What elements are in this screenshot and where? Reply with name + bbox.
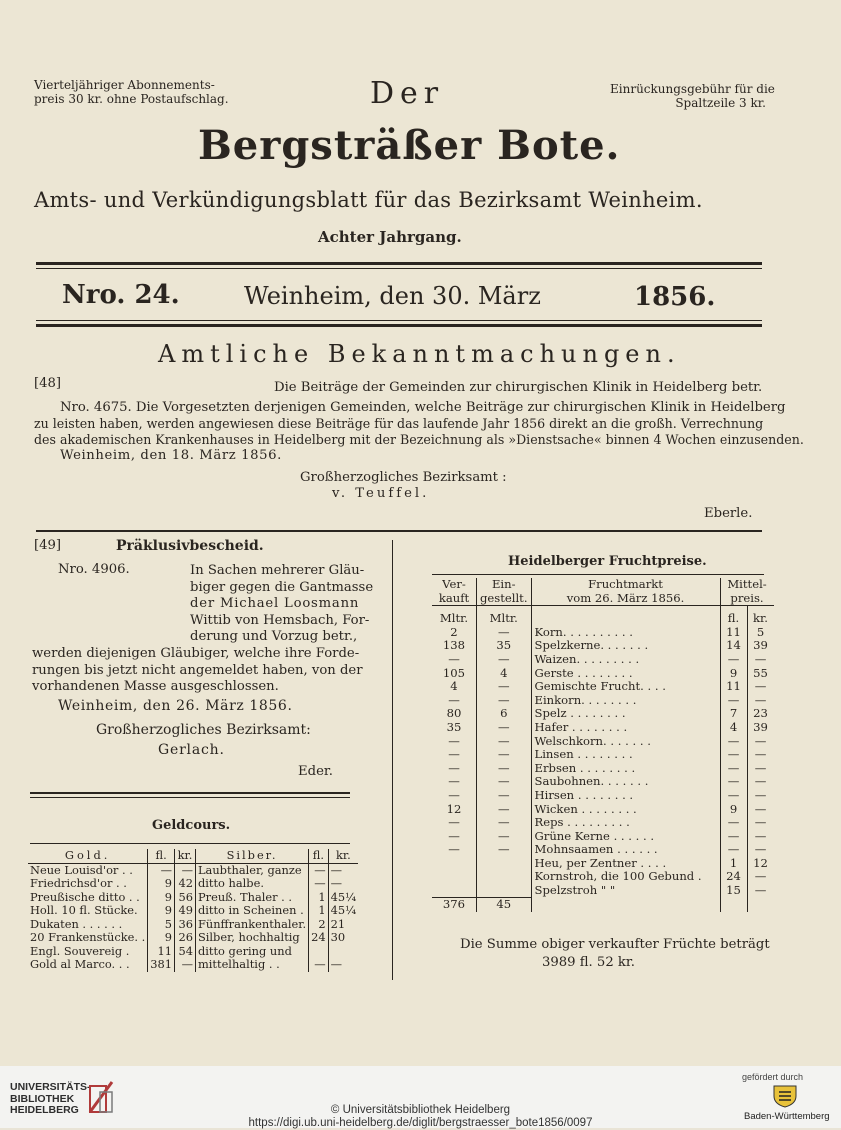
frucht-cell: —	[754, 774, 767, 789]
notice-49-number: [49]	[34, 538, 62, 553]
frucht-cell: —	[754, 733, 767, 748]
frucht-row	[432, 653, 774, 667]
frucht-cell: Gerste . . . . . . . .	[531, 667, 720, 681]
frucht-cell: —	[477, 653, 532, 667]
geld-row	[28, 863, 358, 877]
frucht-row	[432, 870, 774, 884]
frucht-cell: —	[720, 843, 747, 857]
notice-48-number: [48]	[34, 376, 62, 391]
geld-cell: Dukaten . . . . . .	[30, 916, 123, 931]
frucht-cell	[477, 884, 532, 898]
geld-cell: 11	[148, 945, 175, 959]
geldcours-table	[28, 849, 358, 972]
frucht-row	[432, 721, 774, 735]
frucht-cell: 138	[432, 639, 477, 653]
column-divider	[392, 540, 393, 980]
notice-48-line: zu leisten haben, werden angewiesen diese Beiträge für das laufende Jahr 1856 direkt an die großh. Verrechnung	[34, 416, 764, 431]
frucht-cell: Mohnsaamen . . . . . .	[531, 843, 720, 857]
geld-cell: —	[148, 863, 175, 877]
geld-cell: ditto halbe.	[195, 877, 308, 891]
frucht-cell: 9	[720, 667, 747, 681]
frucht-cell: —	[477, 762, 532, 776]
geld-cell: 2	[309, 918, 329, 932]
frucht-cell	[477, 870, 532, 884]
frucht-cell: —	[754, 747, 767, 762]
frucht-row	[432, 694, 774, 708]
geld-cell: 24	[309, 931, 329, 945]
frucht-cell: Reps . . . . . . . . .	[531, 816, 720, 830]
frucht-cell: 4	[432, 680, 477, 694]
frucht-row	[432, 857, 774, 871]
geld-cell: mittelhaltig . .	[195, 958, 308, 972]
frucht-cell: —	[477, 789, 532, 803]
geld-cell: Holl. 10 fl. Stücke.	[30, 903, 138, 917]
header-rule-top-thin	[36, 268, 762, 269]
footer-bar	[0, 1066, 841, 1128]
funder-name: Baden-Württemberg	[744, 1111, 830, 1122]
frucht-cell: —	[432, 775, 477, 789]
frucht-cell: Wicken . . . . . . . .	[531, 803, 720, 817]
frucht-cell: —	[477, 843, 532, 857]
geldcours-rule	[30, 792, 350, 794]
frucht-cell: —	[720, 775, 747, 789]
frucht-cell: 12	[753, 855, 768, 870]
frucht-cell: —	[720, 762, 747, 776]
frucht-cell: 4	[477, 667, 532, 681]
frucht-header-eingestellt: Ein- gestellt.	[477, 578, 532, 606]
frucht-unit: Mltr.	[432, 606, 477, 626]
geld-cell: —	[330, 957, 342, 971]
frucht-cell: Spelzstroh " "	[531, 884, 720, 898]
frucht-row	[432, 639, 774, 653]
geld-header-fl2: fl.	[309, 849, 329, 863]
frucht-cell: —	[754, 679, 767, 694]
issue-year: 1856.	[634, 282, 716, 312]
geld-header-kr2: kr.	[328, 849, 358, 863]
notice-48-place-date: Weinheim, den 18. März 1856.	[60, 448, 282, 463]
geld-cell: 20 Frankenstücke. .	[30, 930, 146, 944]
notice-49-clerk: Eder.	[298, 764, 333, 779]
notice-49-place-date: Weinheim, den 26. März 1856.	[58, 698, 293, 714]
notice-48-heading: Die Beiträge der Gemeinden zur chirurgischen Klinik in Heidelberg betr.	[274, 380, 763, 395]
frucht-cell: Einkorn. . . . . . . .	[531, 694, 720, 708]
frucht-cell: —	[720, 830, 747, 844]
frucht-row	[432, 830, 774, 844]
frucht-row	[432, 775, 774, 789]
frucht-cell: —	[432, 830, 477, 844]
geld-cell: 9	[148, 904, 175, 918]
geld-header-fl: fl.	[148, 849, 175, 863]
geld-cell: Fünffrankenthaler.	[195, 918, 308, 932]
frucht-cell: Linsen . . . . . . . .	[531, 748, 720, 762]
geldcours-table-rule	[30, 843, 350, 844]
frucht-row	[432, 735, 774, 749]
frucht-cell: —	[754, 787, 767, 802]
frucht-cell: —	[477, 803, 532, 817]
geld-cell: 1	[309, 891, 329, 905]
geld-cell: 42	[174, 877, 195, 891]
frucht-cell: 9	[720, 803, 747, 817]
geld-cell: ditto gering und	[195, 945, 308, 959]
frucht-cell: Spelz . . . . . . . .	[531, 707, 720, 721]
notice-48-clerk: Eberle.	[704, 506, 753, 521]
frucht-cell: 11	[720, 626, 747, 640]
frucht-cell: Spelzkerne. . . . . . .	[531, 639, 720, 653]
geld-cell: 45¼	[330, 903, 357, 917]
notice-49-authority: Großherzogliches Bezirksamt:	[96, 722, 311, 738]
geld-cell: Preuß. Thaler . .	[195, 891, 308, 905]
frucht-cell: 2	[432, 626, 477, 640]
geld-cell: —	[330, 876, 342, 890]
footer-credit	[0, 1104, 841, 1130]
funded-by-label: gefördert durch	[742, 1072, 804, 1082]
copyright-text: © Universitätsbibliothek Heidelberg	[330, 1104, 511, 1116]
geld-row	[28, 945, 358, 959]
frucht-cell: Grüne Kerne . . . . . .	[531, 830, 720, 844]
frucht-cell: —	[432, 843, 477, 857]
frucht-row	[432, 680, 774, 694]
geld-cell: —	[309, 877, 329, 891]
frucht-cell: Erbsen . . . . . . . .	[531, 762, 720, 776]
frucht-row	[432, 816, 774, 830]
frucht-total-eingestellt: 45	[477, 898, 532, 912]
coat-of-arms-icon	[770, 1084, 800, 1108]
geld-cell: 9	[148, 877, 175, 891]
header-rule-bottom-thin	[36, 320, 762, 321]
notice-48-line: Nro. 4675. Die Vorgesetzten derjenigen Gemeinden, welche Beiträge zur chirurgischen Klinik in Heidelberg	[60, 400, 786, 415]
frucht-cell: —	[754, 883, 767, 898]
frucht-unit: fl.	[720, 606, 747, 626]
fruchtpreise-rule	[432, 574, 764, 575]
frucht-cell: —	[754, 828, 767, 843]
geld-cell: Laubthaler, ganze	[195, 863, 308, 877]
frucht-cell: —	[477, 694, 532, 708]
frucht-cell: —	[754, 760, 767, 775]
frucht-cell: —	[432, 694, 477, 708]
volume-label: Achter Jahrgang.	[318, 228, 462, 246]
frucht-cell: —	[720, 789, 747, 803]
geld-cell: 381	[148, 958, 175, 972]
frucht-row	[432, 762, 774, 776]
notice-49-signature: Gerlach.	[158, 742, 225, 758]
frucht-cell: Hafer . . . . . . . .	[531, 721, 720, 735]
frucht-cell: Saubohnen. . . . . . .	[531, 775, 720, 789]
frucht-cell: 12	[432, 803, 477, 817]
geld-row	[28, 931, 358, 945]
notice-49-case: In Sachen mehrerer Gläu- biger gegen die Gantmasse der Michael Loosmann Wittib von Hemsbach, For- derung und Vorzug betr.,	[190, 563, 374, 645]
newspaper-subtitle: Amts- und Verkündigungsblatt für das Bezirksamt Weinheim.	[34, 188, 703, 212]
geld-cell: Friedrichsd'or . .	[30, 876, 127, 890]
subscription-note: Vierteljähriger Abonnements- preis 30 kr. ohne Postaufschlag.	[34, 78, 229, 106]
notice-49-nro: Nro. 4906.	[58, 562, 130, 577]
geld-cell: 26	[174, 931, 195, 945]
frucht-cell: —	[432, 653, 477, 667]
frucht-cell: —	[432, 735, 477, 749]
frucht-cell: 7	[720, 707, 747, 721]
geld-cell: 9	[148, 931, 175, 945]
geld-cell: —	[309, 863, 329, 877]
frucht-header-verkauft: Ver- kauft	[432, 578, 477, 606]
fruchtpreise-sum-line: Die Summe obiger verkaufter Früchte beträgt	[460, 937, 770, 952]
frucht-unit: Mltr.	[477, 606, 532, 626]
library-name: UNIVERSITÄTS- BIBLIOTHEK HEIDELBERG	[10, 1081, 91, 1116]
frucht-cell: 15	[720, 884, 747, 898]
frucht-cell: —	[720, 748, 747, 762]
notice-49-heading: Präklusivbescheid.	[116, 538, 264, 554]
geld-cell: 1	[309, 904, 329, 918]
frucht-cell	[432, 857, 477, 871]
geld-cell: —	[174, 958, 195, 972]
section-title: Amtliche Bekanntmachungen.	[158, 340, 681, 368]
issue-date: Weinheim, den 30. März	[244, 282, 541, 310]
frucht-cell: —	[720, 735, 747, 749]
frucht-cell: —	[720, 653, 747, 667]
notice-48-signature: v. Teuffel.	[332, 486, 430, 501]
geld-header-silber: Silber.	[195, 849, 308, 863]
frucht-cell: Welschkorn. . . . . . .	[531, 735, 720, 749]
frucht-cell: —	[477, 626, 532, 640]
frucht-cell: —	[477, 735, 532, 749]
newspaper-title: Bergsträßer Bote.	[198, 122, 621, 169]
frucht-row	[432, 626, 774, 640]
geldcours-title: Geldcours.	[152, 818, 231, 833]
frucht-cell: —	[754, 869, 767, 884]
notice-48-line: des akademischen Krankenhauses in Heidelberg mit der Bezeichnung als »Dienstsache« binnen 4 Wochen einzusenden.	[34, 432, 804, 447]
geld-cell: —	[309, 958, 329, 972]
fruchtpreise-table	[432, 578, 774, 912]
frucht-cell: 6	[477, 707, 532, 721]
geld-cell: —	[330, 862, 342, 877]
geldcours-rule-thin	[30, 797, 350, 798]
issue-number: Nro. 24.	[62, 280, 180, 310]
geld-cell: Gold al Marco. . .	[30, 957, 130, 971]
frucht-row	[432, 843, 774, 857]
frucht-cell: 24	[720, 870, 747, 884]
fruchtpreise-title: Heidelberger Fruchtpreise.	[508, 554, 707, 569]
frucht-cell: —	[754, 842, 767, 857]
frucht-row	[432, 789, 774, 803]
frucht-cell	[432, 884, 477, 898]
frucht-total-verkauft: 376	[432, 898, 477, 912]
geld-cell: 36	[174, 918, 195, 932]
frucht-cell: —	[720, 816, 747, 830]
geld-row	[28, 877, 358, 891]
frucht-cell: —	[477, 830, 532, 844]
geld-cell: Preußische ditto . .	[30, 889, 140, 904]
frucht-row	[432, 667, 774, 681]
frucht-cell: 105	[432, 667, 477, 681]
geld-header-kr: kr.	[174, 849, 195, 863]
frucht-header-preis: Mittel- preis.	[727, 577, 767, 605]
frucht-cell: —	[477, 721, 532, 735]
frucht-cell: 55	[753, 665, 768, 680]
geld-cell: 54	[174, 945, 195, 959]
frucht-cell: —	[477, 680, 532, 694]
source-url[interactable]: https://digi.ub.uni-heidelberg.de/diglit/bergstraesser_bote1856/0097	[248, 1117, 593, 1129]
frucht-cell: —	[754, 815, 767, 830]
geld-cell: ditto in Scheinen .	[195, 904, 308, 918]
geld-cell	[328, 945, 358, 959]
geld-row	[28, 918, 358, 932]
notice-48-authority: Großherzogliches Bezirksamt :	[300, 470, 507, 485]
fruchtpreise-sum-value: 3989 fl. 52 kr.	[542, 955, 635, 970]
notice-49-body: werden diejenigen Gläubiger, welche ihre Forde- rungen bis jetzt nicht angemeldet haben, von der vorhandenen Masse ausgeschlossen.	[32, 646, 363, 695]
frucht-cell: —	[754, 801, 767, 816]
frucht-cell: Heu, per Zentner . . . .	[531, 857, 720, 871]
frucht-cell: —	[432, 748, 477, 762]
frucht-cell: —	[432, 789, 477, 803]
frucht-row	[432, 707, 774, 721]
geld-cell: Silber, hochhaltig	[195, 931, 308, 945]
geld-cell: —	[174, 863, 195, 877]
frucht-cell: Waizen. . . . . . . . .	[531, 653, 720, 667]
frucht-cell: 1	[720, 857, 747, 871]
frucht-header-market: Fruchtmarkt vom 26. März 1856.	[531, 578, 720, 606]
frucht-cell: Hirsen . . . . . . . .	[531, 789, 720, 803]
geld-cell: 45¼	[330, 889, 357, 904]
geld-cell: 5	[148, 918, 175, 932]
section-divider	[36, 530, 762, 532]
geld-cell: Engl. Souvereig .	[30, 943, 130, 958]
frucht-unit: kr.	[747, 606, 774, 626]
frucht-row	[432, 884, 774, 898]
frucht-cell: 39	[753, 638, 768, 653]
frucht-cell: Korn. . . . . . . . . .	[531, 626, 720, 640]
geld-cell: 49	[174, 904, 195, 918]
frucht-cell: —	[720, 694, 747, 708]
frucht-cell: —	[432, 816, 477, 830]
geld-cell	[309, 945, 329, 959]
frucht-cell: 80	[432, 707, 477, 721]
frucht-cell: 35	[432, 721, 477, 735]
geld-cell: 56	[174, 891, 195, 905]
frucht-cell: Gemischte Frucht. . . .	[531, 680, 720, 694]
frucht-cell: 5	[756, 624, 765, 639]
insertion-fee-note: Einrückungsgebühr für die Spaltzeile 3 kr.	[610, 82, 775, 110]
frucht-cell	[432, 870, 477, 884]
frucht-cell: —	[477, 816, 532, 830]
geld-row	[28, 904, 358, 918]
frucht-cell: —	[754, 651, 767, 666]
frucht-cell: —	[754, 692, 767, 707]
frucht-cell: —	[432, 762, 477, 776]
frucht-cell: —	[477, 748, 532, 762]
frucht-cell: 35	[477, 639, 532, 653]
geld-cell: 30	[330, 930, 346, 944]
frucht-cell: —	[477, 775, 532, 789]
geld-header-gold: Gold.	[28, 849, 148, 863]
frucht-cell: 4	[720, 721, 747, 735]
frucht-cell: 39	[753, 719, 768, 734]
frucht-cell	[477, 857, 532, 871]
geld-cell: 9	[148, 891, 175, 905]
frucht-cell: 23	[753, 706, 768, 721]
geld-row	[28, 891, 358, 905]
frucht-cell: Kornstroh, die 100 Gebund .	[531, 870, 720, 884]
geld-row	[28, 958, 358, 972]
frucht-cell: 14	[720, 639, 747, 653]
frucht-cell: 11	[720, 680, 747, 694]
header-rule-bottom	[36, 324, 762, 327]
frucht-row	[432, 748, 774, 762]
frucht-row	[432, 803, 774, 817]
header-rule-top	[36, 262, 762, 265]
geld-cell: 21	[330, 916, 346, 931]
masthead-der: Der	[370, 76, 445, 111]
geld-cell: Neue Louisd'or . .	[30, 862, 133, 877]
